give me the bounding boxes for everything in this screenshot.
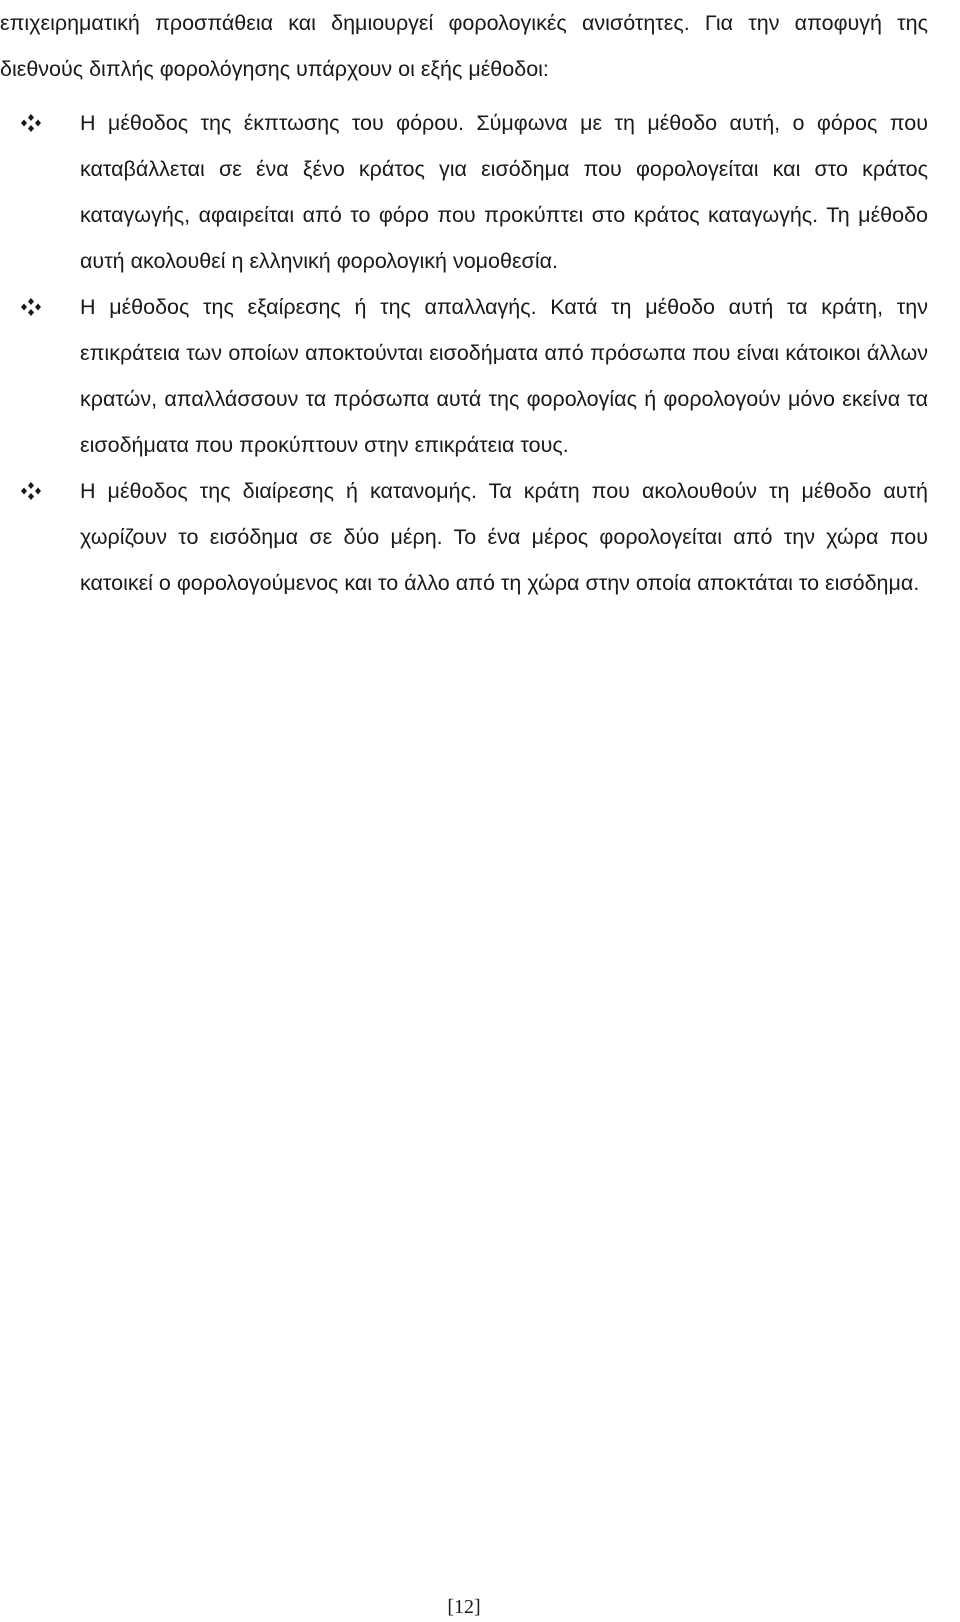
- four-diamond-bullet-icon: [20, 100, 42, 146]
- list-item-text: Η μέθοδος της εξαίρεσης ή της απαλλαγής. Κατά τη μέθοδο αυτή τα κράτη, την επικράτεια των οποίων αποκτούνται εισοδήματα από πρόσωπα που είναι κάτοικοι άλλων κρατών, απαλλάσσουν τα πρόσωπα αυτά της φορολογίας ή φορολογούν μόνο εκείνα τα εισοδήματα που προκύπτουν στην επικράτεια τους.: [80, 295, 928, 457]
- list-item: [0, 100, 928, 284]
- intro-paragraph: επιχειρηματική προσπάθεια και δημιουργεί φορολογικές ανισότητες. Για την αποφυγή της διεθνούς διπλής φορολόγησης υπάρχουν οι εξής μέθοδοι:: [0, 11, 928, 81]
- list-item: [0, 284, 928, 468]
- list-item: [0, 468, 928, 606]
- list-item-text: Η μέθοδος της διαίρεσης ή κατανομής. Τα κράτη που ακολουθούν τη μέθοδο αυτή χωρίζουν το εισόδημα σε δύο μέρη. Το ένα μέρος φορολογείται από την χώρα που κατοικεί ο φορολογούμενος και το άλλο από τη χώρα στην οποία αποκτάται το εισόδημα.: [80, 479, 928, 595]
- four-diamond-bullet-icon: [20, 468, 42, 514]
- page-number: [12]: [447, 1596, 481, 1618]
- four-diamond-bullet-icon: [20, 284, 42, 330]
- list-item-text: Η μέθοδος της έκπτωσης του φόρου. Σύμφωνα με τη μέθοδο αυτή, ο φόρος που καταβάλλεται σε ένα ξένο κράτος για εισόδημα που φορολογείται και στο κράτος καταγωγής, αφαιρείται από το φόρο που προκύπτει στο κράτος καταγωγής. Τη μέθοδο αυτή ακολουθεί η ελληνική φορολογική νομοθεσία.: [80, 111, 928, 273]
- method-list: [0, 100, 928, 606]
